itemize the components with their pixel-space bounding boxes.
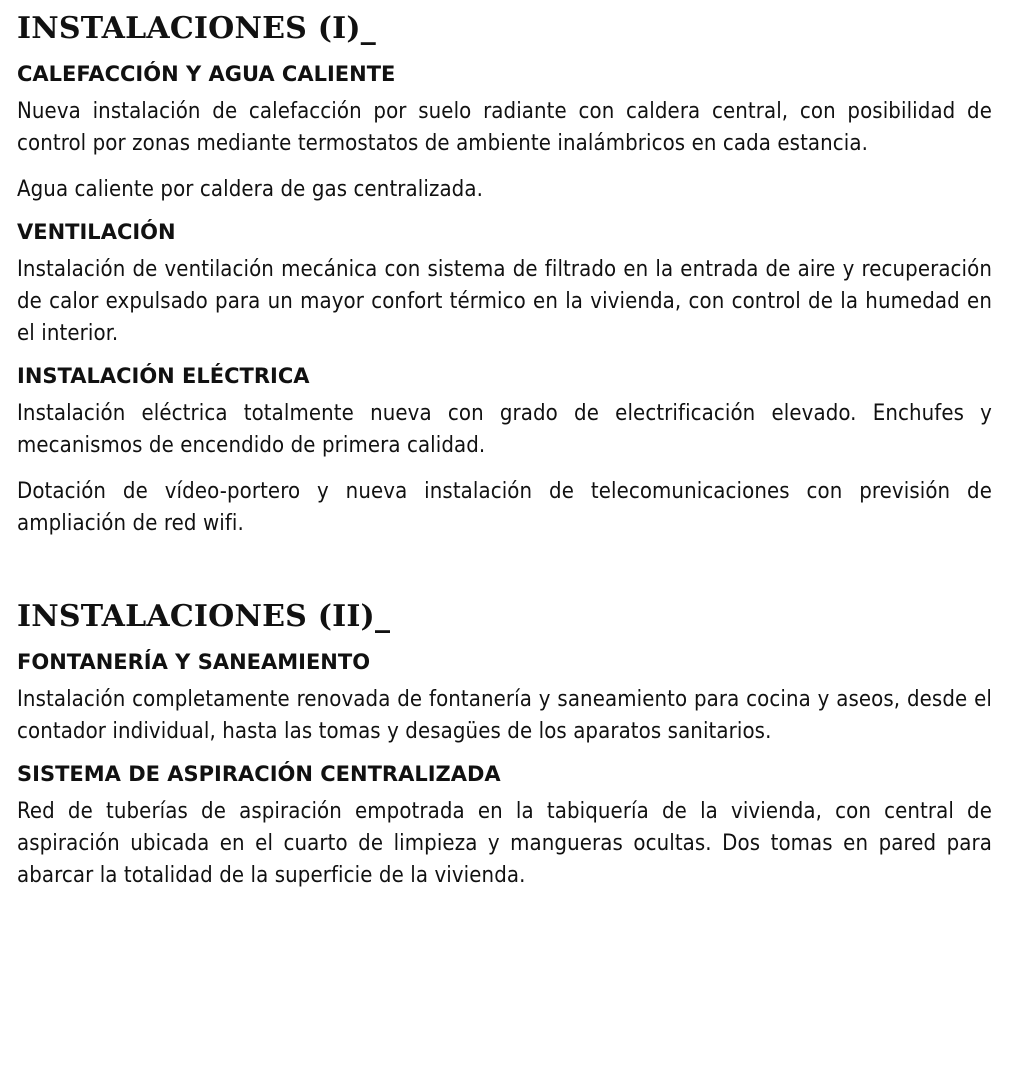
section-title-instalaciones-ii: INSTALACIONES (II)_	[17, 599, 391, 634]
document-page	[17, 10, 992, 892]
heading-instalacion-electrica: INSTALACIÓN ELÉCTRICA	[17, 364, 310, 388]
heading-fontaneria: FONTANERÍA Y SANEAMIENTO	[17, 650, 371, 674]
heading-aspiracion: SISTEMA DE ASPIRACIÓN CENTRALIZADA	[17, 762, 501, 786]
heading-calefaccion: CALEFACCIÓN Y AGUA CALIENTE	[17, 62, 396, 86]
paragraph-fontaneria: Instalación completamente renovada de fontanería y saneamiento para cocina y aseos, desde el contador individual, hasta las tomas y desagües de los aparatos sanitarios.	[17, 687, 992, 744]
paragraph-electrica-1: Instalación eléctrica totalmente nueva con grado de electrificación elevado. Enchufes y mecanismos de encendido de primera calidad.	[17, 401, 992, 458]
paragraph-calefaccion-2: Agua caliente por caldera de gas centralizada.	[17, 177, 483, 202]
heading-ventilacion: VENTILACIÓN	[17, 220, 176, 244]
paragraph-aspiracion: Red de tuberías de aspiración empotrada en la tabiquería de la vivienda, con central de aspiración ubicada en el cuarto de limpieza y mangueras ocultas. Dos tomas en pared para abarcar la totalidad de la superficie de la vivienda.	[17, 799, 992, 888]
paragraph-ventilacion: Instalación de ventilación mecánica con sistema de filtrado en la entrada de aire y recuperación de calor expulsado para un mayor confort térmico en la vivienda, con control de la humedad en el interior.	[17, 257, 992, 346]
paragraph-electrica-2: Dotación de vídeo-portero y nueva instalación de telecomunicaciones con previsión de ampliación de red wifi.	[17, 479, 992, 536]
section-title-instalaciones-i: INSTALACIONES (I)_	[17, 11, 376, 46]
paragraph-calefaccion-1: Nueva instalación de calefacción por suelo radiante con caldera central, con posibilidad de control por zonas mediante termostatos de ambiente inalámbricos en cada estancia.	[17, 99, 992, 156]
